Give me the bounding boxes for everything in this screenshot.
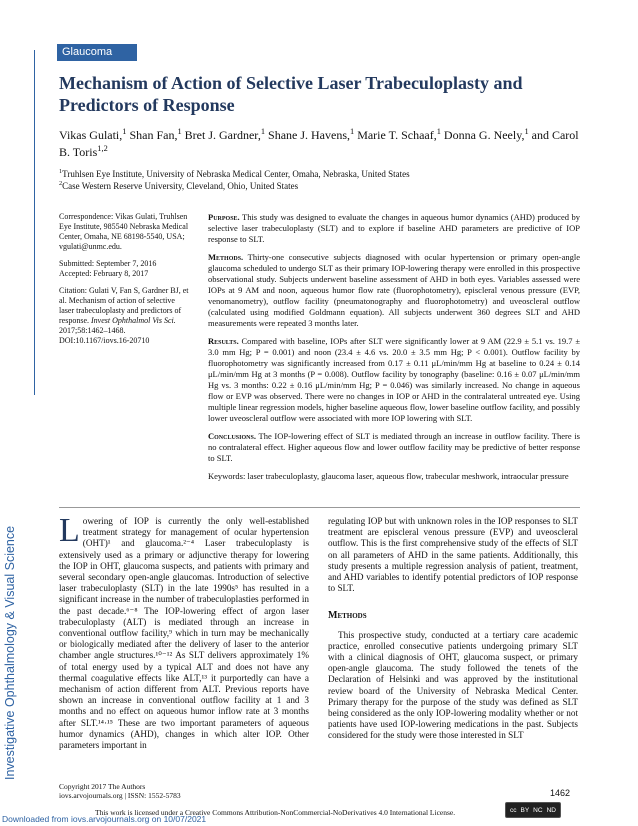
author: and Carol B. Toris$^{1,2}$ [59, 128, 579, 159]
author: Vikas Gulati,$^1$ [59, 127, 127, 142]
keywords: Keywords: laser trabeculoplasty, glaucoma laser, aqueous flow, trabecular meshwork, intraocular pressure [208, 471, 569, 481]
abstract [208, 212, 580, 489]
affiliation-item: $^1$Truhlsen Eye Institute, University of Nebraska Medical Center, Omaha, Nebraska, United States [59, 168, 410, 179]
intro-paragraph: Lowering of IOP is currently the only well-established treatment strategy for management of ocular hypertension (OHT)¹ and glaucoma.²⁻⁴ Laser trabeculoplasty is extensively used as a primary or adjunctive therapy for lowering the IOP in OHT, glaucoma suspects, and patients with primary and several secondary open-angle glaucomas. Introduction of selective laser trabeculoplasty (SLT) in the late 1990s⁵ has resulted in a significant increase in the number of trabeculoplasties performed in the past decade.⁶⁻⁸ The IOP-lowering effect of argon laser trabeculoplasty (ALT) is mediated through an increase in conventional outflow facility,⁹ which in turn may be mechanically or biologically mediated after the delivery of laser to the anterior chamber angle structures.¹⁰⁻¹² As SLT delivers approximately 1% of total energy used by a typical ALT and does not have any thermal coagulative effects like ALT,¹³ it purportedly can have a mechanism of action different from ALT. Previous reports have shown an increase in conventional outflow facility at 1 and 3 months and no effect on aqueous humor inflow rate at 3 months after SLT.¹⁴·¹⁵ These are two important parameters of aqueous humor dynamics (AHD), changes in which alter IOP. Other parameters important in [59, 512, 309, 751]
cc-icon: cc [510, 806, 517, 814]
author-list [59, 127, 579, 161]
dates [59, 259, 190, 279]
side-rule [34, 50, 35, 395]
body-column-left [59, 512, 309, 751]
journal-link[interactable]: iovs.arvojournals.org | ISSN: 1552-5783 [59, 791, 181, 800]
accepted-date: Accepted: February 8, 2017 [59, 269, 149, 278]
journal-vertical-banner: Investigative Ophthalmology & Visual Science [3, 525, 17, 780]
section-tag: Glaucoma [57, 44, 137, 61]
page-number: 1462 [550, 788, 571, 798]
citation: Citation: Gulati V, Fan S, Gardner BJ, et al. Mechanism of action of selective laser trabeculoplasty and predictors of response. Invest Ophthalmol Vis Sci. 2017;58:1462–1468. DOI:10.1167/iovs.16-20710 [59, 286, 189, 345]
section-divider [59, 507, 580, 508]
abstract-conclusions: Conclusions. The IOP-lowering effect of SLT is mediated through an increase in outflow facility. There is no contralateral effect. Higher aqueous flow and lower outflow facility may be predictive of better response to SLT. [208, 431, 580, 463]
nc-icon: NC [533, 806, 543, 814]
intro-paragraph-continued: regulating IOP but with unknown roles in the IOP responses to SLT treatment are episcleral venous pressure (EVP) and uveoscleral outflow. This is the first comprehensive study of the effects of SLT on all parameters of AHD in the same patients. Additionally, this study presents a multiple regression analysis of patient, treatment, and AHD variables to identify potential predictors of IOP response to SLT. [328, 516, 578, 594]
abstract-methods: Methods. Thirty-one consecutive subjects diagnosed with ocular hypertension or primary open-angle glaucoma scheduled to undergo SLT as their primary IOP-lowering therapy were enrolled in this prospective observational study. Subjects underwent baseline assessment of AHD in both eyes. Variables assessed were IOPs at 9 AM and noon, aqueous humor flow rate (fluorophotometry), episcleral venous pressure (EVP, venomanometry), outflow facility (pneumatonography and fluorophotometry) and uveoscleral outflow (calculated using modified Goldmann equation). All subjects underwent 360 degrees SLT and AHD measurements were repeated 3 months later. [208, 252, 580, 328]
by-icon: BY [520, 806, 530, 814]
author: Marie T. Schaaf,$^1$ [354, 127, 441, 142]
abstract-purpose: Purpose. This study was designed to evaluate the changes in aqueous humor dynamics (AHD) produced by selective laser trabeculoplasty (SLT) and to explore if baseline AHD parameters are predictive of IOP response to SLT. [208, 212, 580, 244]
article-sidebar [59, 212, 190, 353]
body-column-right [328, 516, 578, 742]
author: Donna G. Neely,$^1$ [440, 127, 529, 142]
author: Shan Fan,$^1$ [126, 127, 182, 142]
nd-icon: ND [546, 806, 556, 814]
license-text: This work is licensed under a Creative Commons Attribution-NonCommercial-NoDerivatives 4.0 International License. [95, 808, 456, 817]
submitted-date: Submitted: September 7, 2016 [59, 259, 157, 268]
author: Shane J. Havens,$^1$ [265, 127, 355, 142]
cc-license-badge[interactable] [505, 802, 561, 818]
author: Bret J. Gardner,$^1$ [181, 127, 266, 142]
correspondence: Correspondence: Vikas Gulati, Truhlsen Eye Institute, 985540 Nebraska Medical Center, Omaha, NE 68198-5540, USA; vgulati@unmc.edu. [59, 212, 189, 251]
affiliations [59, 168, 579, 192]
download-note: Downloaded from iovs.arvojournals.org on 10/07/2021 [2, 814, 207, 824]
article-title: Mechanism of Action of Selective Laser Trabeculoplasty and Predictors of Response [59, 73, 523, 115]
methods-heading: Methods [328, 610, 367, 622]
methods-paragraph: This prospective study, conducted at a tertiary care academic practice, enrolled consecutive patients undergoing primary SLT with a clinical diagnosis of OHT, glaucoma suspect, or primary open-angle glaucoma. The study followed the tenets of the Declaration of Helsinki and was approved by the institutional review board of the University of Nebraska Medical Center. Primary therapy for the purpose of the study was defined as SLT being considered as the only IOP-lowering modality whether or not patients have used IOP-lowering medications in the past. Subjects considered for the study were those interested in SLT [328, 629, 578, 741]
copyright: Copyright 2017 The Authors iovs.arvojournals.org | ISSN: 1552-5783 [59, 782, 359, 800]
affiliation-item: $^2$Case Western Reserve University, Cleveland, Ohio, United States [59, 180, 299, 191]
abstract-results: Results. Compared with baseline, IOPs after SLT were significantly lower at 9 AM (22.9 ± 5.1 vs. 19.7 ± 3.0 mm Hg; P = 0.001) and noon (23.4 ± 4.6 vs. 20.0 ± 3.5 mm Hg; P < 0.001). Outflow facility by fluorophotometry was significantly increased from 0.17 ± 0.11 μL/min/mm Hg at baseline to 0.24 ± 0.14 μL/min/mm Hg at 3 months (P = 0.008). Outflow facility by tonography (baseline: 0.16 ± 0.07 μL/min/mm Hg vs. 3 months: 0.22 ± 0.16 μL/min/mm Hg; P = 0.046) was similarly increased. No change in aqueous flow or EVP was observed. There were no changes in IOP or AHD in the contralateral untreated eye. Using multiple linear regression models, higher baseline aqueous flow, lower baseline outflow facility, and possibly lower uveoscleral outflow were associated with more IOP lowering with SLT. [208, 336, 580, 423]
drop-cap: L [59, 512, 80, 549]
